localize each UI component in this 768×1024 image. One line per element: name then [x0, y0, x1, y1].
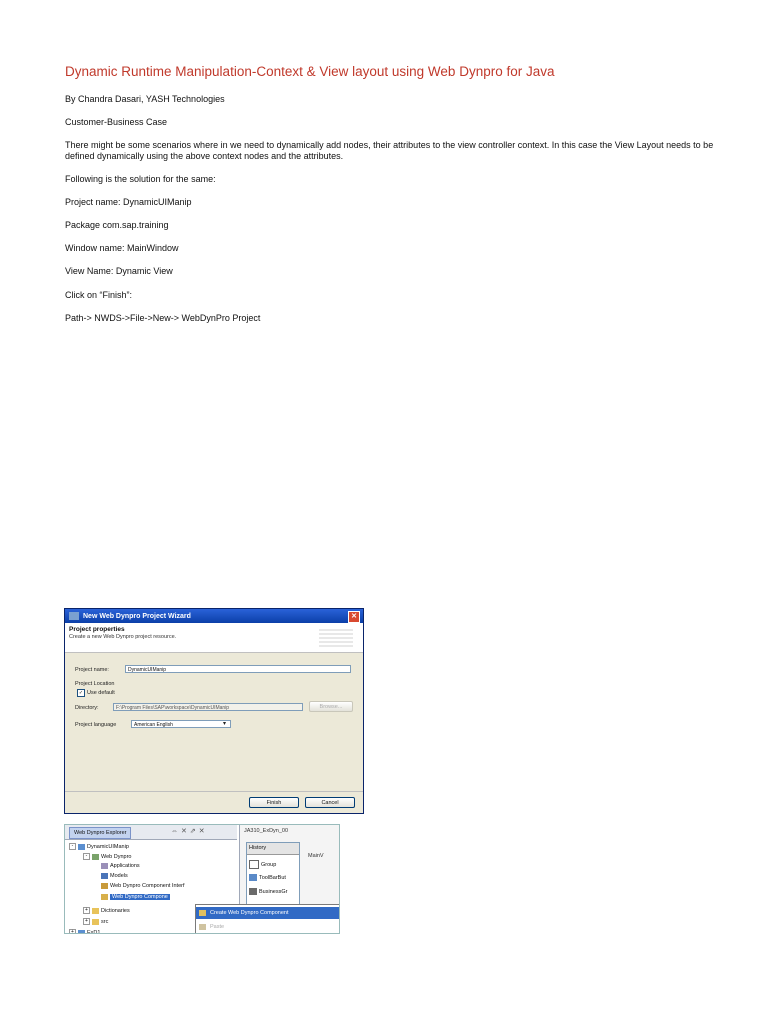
path-text: Path-> NWDS->File->New-> WebDynPro Project [65, 313, 261, 323]
folder-icon [92, 908, 99, 914]
use-default-checkbox[interactable]: ✓ [78, 690, 84, 696]
tree-item-label: ExD1 [87, 929, 101, 934]
menu-item-label: Paste [210, 924, 225, 930]
window-name-text: Window name: MainWindow [65, 243, 179, 253]
group-icon [249, 860, 259, 869]
tree-item-label: src [101, 918, 109, 925]
toolbar-button-icon [249, 874, 257, 881]
cancel-button[interactable]: Cancel [305, 797, 355, 808]
palette-item-toolbar-button[interactable] [249, 874, 286, 881]
view-name-text: View Name: Dynamic View [65, 266, 173, 276]
palette-item-label: ToolBarBut [259, 874, 286, 881]
directory-label: Directory: [75, 705, 99, 711]
palette-item-label: BusinessGr [259, 888, 288, 895]
tree-item-label: Web Dynpro Compone [112, 894, 168, 900]
wizard-screenshot [64, 608, 364, 814]
business-graphics-icon [249, 888, 257, 895]
expand-icon[interactable]: + [83, 918, 90, 925]
package-text: Package com.sap.training [65, 220, 169, 230]
main-view-label: MainV [308, 853, 324, 859]
project-folder-icon [78, 844, 85, 850]
explorer-screenshot [64, 824, 340, 934]
wizard-header [65, 623, 363, 653]
wizard-app-icon [69, 612, 79, 620]
tree-item-label: Models [110, 873, 128, 879]
collapse-icon[interactable]: - [83, 853, 90, 860]
finish-button[interactable]: Finish [249, 797, 299, 808]
explorer-tab[interactable]: Web Dynpro Explorer [69, 827, 131, 839]
tree-item-components[interactable] [101, 894, 170, 900]
close-icon[interactable]: ✕ [348, 611, 360, 623]
project-name-text: Project name: DynamicUIManip [65, 197, 192, 207]
tree-item-component-interf[interactable] [101, 883, 185, 889]
tree-item-project[interactable] [69, 843, 129, 850]
history-header[interactable]: History [247, 843, 299, 855]
explorer-toolbar [65, 825, 237, 840]
project-name-label: Project name: [75, 667, 109, 673]
palette-item-business-graphics[interactable] [249, 888, 287, 895]
browse-button[interactable]: Browse... [309, 701, 353, 712]
wizard-title: New Web Dynpro Project Wizard [83, 612, 191, 620]
tree-item-label: Web Dynpro Component Interf [110, 883, 185, 889]
byline: By Chandra Dasari, YASH Technologies [65, 94, 225, 104]
tree-item-applications[interactable] [101, 863, 140, 869]
directory-input[interactable]: F:\Program Files\SAP\workspace\DynamicUIManip [113, 703, 303, 711]
document-title: Dynamic Runtime Manipulation-Context & View layout using Web Dynpro for Java [65, 64, 555, 79]
menu-item-label: Create Web Dynpro Component [210, 910, 289, 916]
create-component-icon [199, 910, 206, 916]
tree-item-label: Web Dynpro [101, 853, 132, 860]
project-name-input[interactable]: DynamicUIManip [125, 665, 351, 673]
tree-item-web-dynpro[interactable] [83, 853, 131, 860]
subtitle: Customer-Business Case [65, 117, 168, 127]
wizard-separator [65, 791, 363, 792]
collapse-icon[interactable]: - [69, 843, 76, 850]
tree-item-label: DynamicUIManip [87, 843, 129, 850]
expand-icon[interactable]: + [83, 907, 90, 914]
chevron-down-icon[interactable]: ▾ [223, 721, 227, 727]
expand-icon[interactable]: + [69, 929, 76, 934]
wizard-banner-icon [319, 629, 353, 649]
solution-text: Following is the solution for the same: [65, 174, 216, 184]
component-icon [101, 894, 108, 900]
tree-item-dictionaries[interactable] [83, 907, 130, 914]
palette-item-group[interactable] [249, 860, 276, 869]
tree-item-exd1[interactable] [69, 929, 100, 934]
tree-item-label: Dictionaries [101, 907, 130, 914]
tree-item-src[interactable] [83, 918, 108, 925]
palette-item-label: Group [261, 861, 277, 868]
project-location-label: Project Location [75, 681, 115, 687]
wizard-header-title: Project properties [69, 626, 125, 633]
create-component-menu-item[interactable] [196, 907, 340, 919]
context-menu [195, 904, 340, 934]
applications-icon [101, 863, 108, 869]
tree-item-label: Applications [110, 863, 140, 869]
wizard-header-desc: Create a new Web Dynpro project resource. [69, 634, 177, 640]
paste-icon [199, 924, 206, 930]
component-interface-icon [101, 883, 108, 889]
folder-icon [92, 919, 99, 925]
wizard-title-bar [65, 609, 363, 623]
editor-tab[interactable]: JA310_ExDyn_00 [244, 828, 289, 834]
project-language-select[interactable] [131, 720, 231, 728]
project-language-value: American English [134, 722, 173, 728]
web-dynpro-icon [92, 854, 99, 860]
project-folder-icon [78, 930, 85, 935]
models-icon [101, 873, 108, 879]
click-finish-text: Click on “Finish”: [65, 290, 133, 300]
paste-menu-item[interactable] [196, 921, 340, 933]
project-language-label: Project language [75, 722, 117, 728]
intro-paragraph: There might be some scenarios where in we need to dynamically add nodes, their attributes to the view controller context. In this case the View Layout needs to be defined dynamically using the above context nodes and the attributes. [65, 140, 714, 161]
use-default-label: Use default [87, 690, 115, 696]
tree-item-models[interactable] [101, 873, 128, 879]
toolbar-icons: ⇔✕⇗✕ [171, 828, 208, 835]
